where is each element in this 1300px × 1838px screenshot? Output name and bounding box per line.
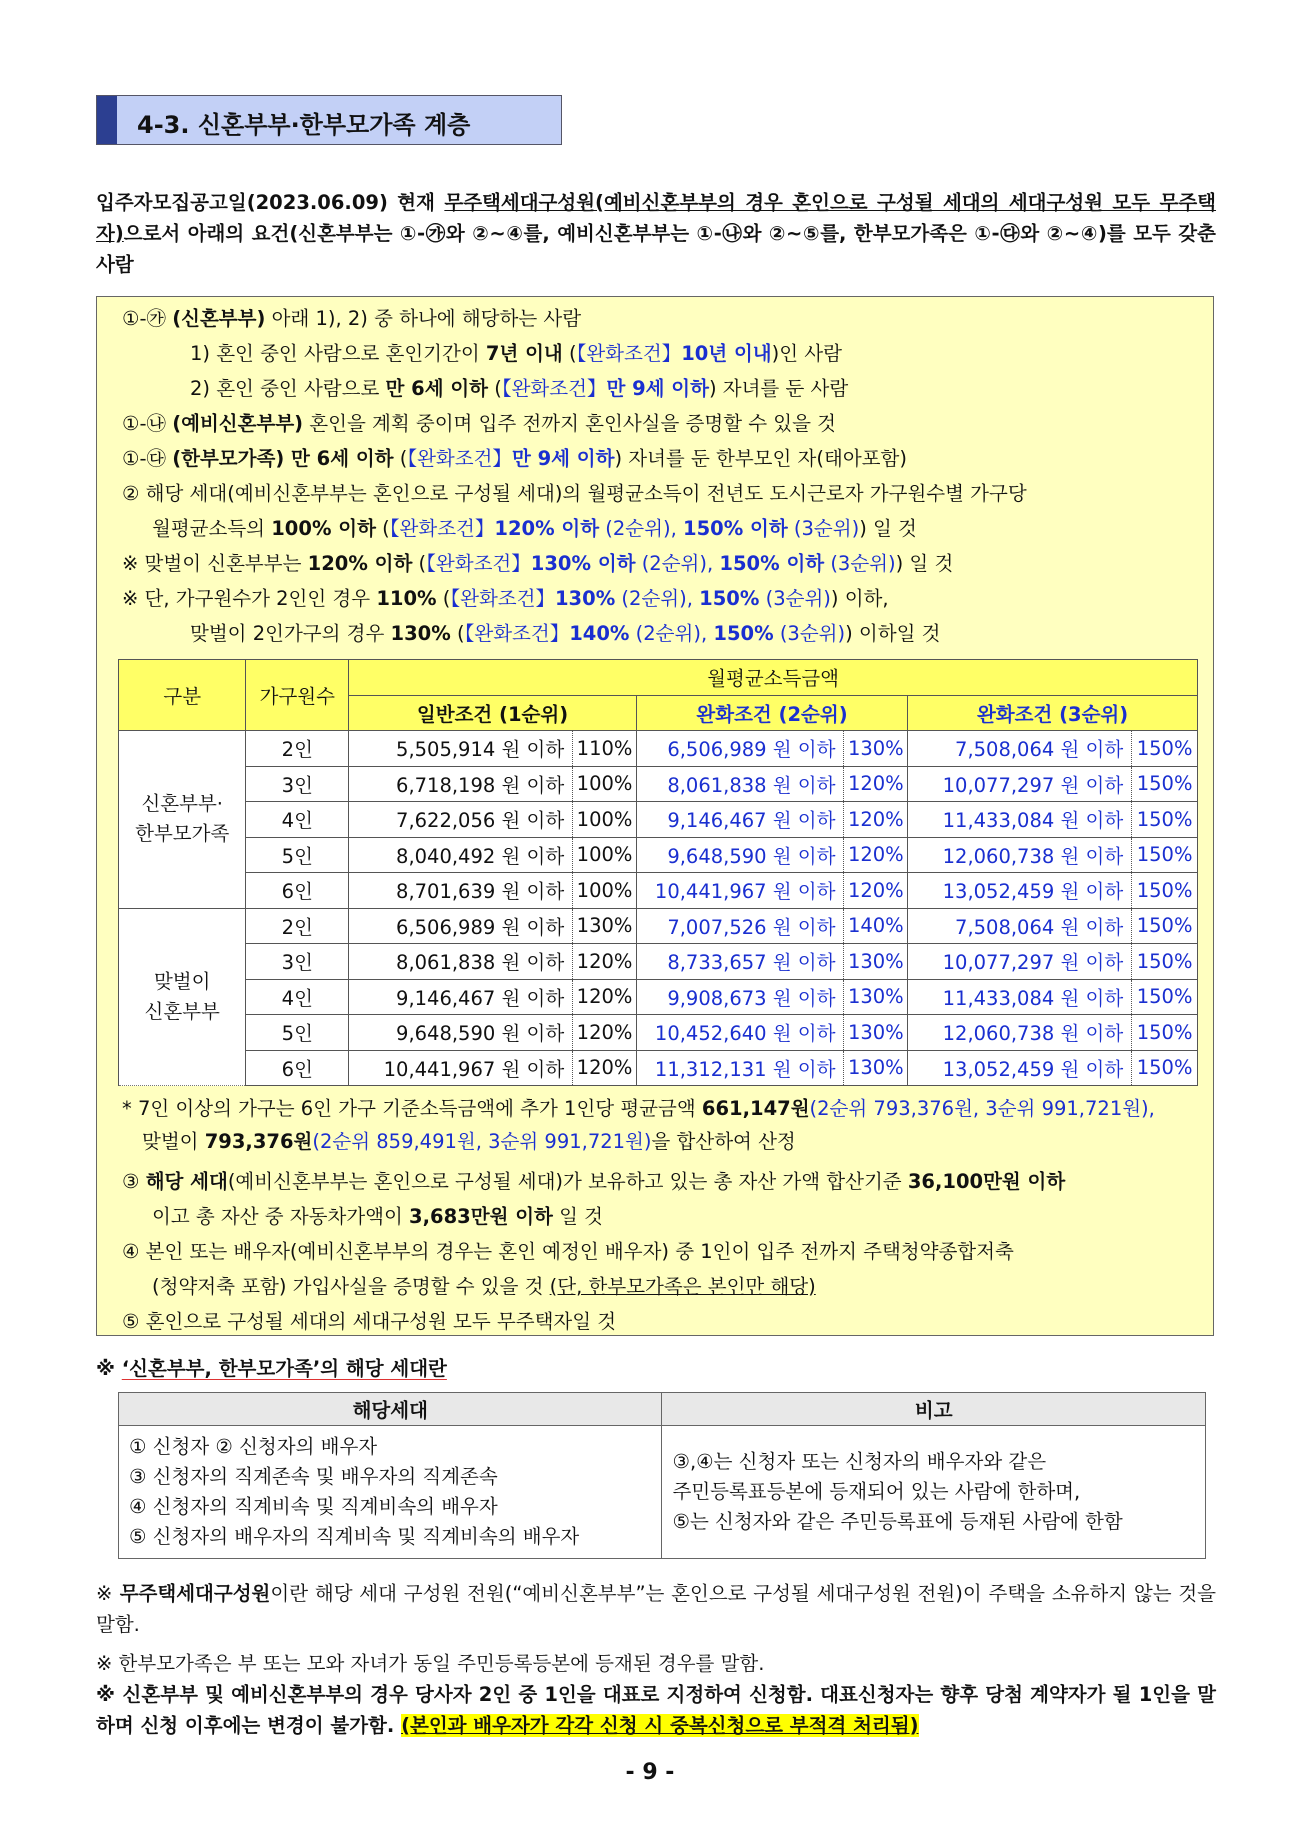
relax3-amount-cell: 7,508,064 원 이하 (908, 908, 1132, 944)
members-cell: 5인 (246, 837, 349, 873)
general-amount-cell: 8,061,838 원 이하 (349, 944, 573, 980)
income-table (118, 659, 1198, 1086)
relax3-percent-cell: 150% (1132, 837, 1198, 873)
intro-paragraph (96, 187, 1216, 280)
relax2-amount-cell: 9,146,467 원 이하 (636, 802, 844, 838)
general-amount-cell: 6,718,198 원 이하 (349, 766, 573, 802)
section-title: 4-3. 신혼부부·한부모가족 계층 (137, 111, 471, 139)
household-header-1: 해당세대 (119, 1393, 662, 1426)
general-percent-cell: 100% (573, 873, 637, 909)
req-assets-2: 이고 총 자산 중 자동차가액이 3,683만원 이하 일 것 (152, 1205, 603, 1228)
general-amount-cell: 10,441,967 원 이하 (349, 1050, 573, 1086)
relax2-amount-cell: 11,312,131 원 이하 (636, 1050, 844, 1086)
members-cell: 5인 (246, 1015, 349, 1051)
general-amount-cell: 6,506,989 원 이하 (349, 908, 573, 944)
relax3-percent-cell: 150% (1132, 766, 1198, 802)
relax2-percent-cell: 140% (844, 908, 908, 944)
household-table (118, 1392, 1206, 1559)
group-label: 신혼부부· 한부모가족 (119, 731, 246, 909)
req-assets-1: ③ 해당 세대(예비신혼부부는 혼인으로 구성될 세대)가 보유하고 있는 총 자산 가액 합산기준 36,100만원 이하 (122, 1170, 1066, 1193)
relax3-amount-cell: 11,433,084 원 이하 (908, 979, 1132, 1015)
relax3-percent-cell: 150% (1132, 802, 1198, 838)
req-single-parent: ①-㉰ (한부모가족) 만 6세 이하 (【완화조건】만 9세 이하) 자녀를 둔 한부모인 자(태아포함) (122, 447, 907, 470)
table-note-1: * 7인 이상의 가구는 6인 가구 기준소득금액에 추가 1인당 평균금액 661,147원(2순위 793,376원, 3순위 991,721원), (122, 1097, 1155, 1120)
table-row (119, 979, 1198, 1015)
members-cell: 6인 (246, 873, 349, 909)
relax3-amount-cell: 12,060,738 원 이하 (908, 1015, 1132, 1051)
relax3-amount-cell: 12,060,738 원 이하 (908, 837, 1132, 873)
relax3-percent-cell: 150% (1132, 908, 1198, 944)
req-newlywed-2: 2) 혼인 중인 사람으로 만 6세 이하 (【완화조건】만 9세 이하) 자녀를 둔 사람 (190, 377, 849, 400)
general-percent-cell: 120% (573, 1015, 637, 1051)
table-row (119, 908, 1198, 944)
section-heading (96, 95, 562, 145)
relax3-percent-cell: 150% (1132, 873, 1198, 909)
header-general: 일반조건 (1순위) (349, 695, 637, 731)
relax2-percent-cell: 120% (844, 766, 908, 802)
members-cell: 6인 (246, 1050, 349, 1086)
general-amount-cell: 9,648,590 원 이하 (349, 1015, 573, 1051)
header-income: 월평균소득금액 (349, 660, 1198, 696)
intro-text-2: 으로서 아래의 요건(신혼부부는 ①-㉮와 ②~④를, 예비신혼부부는 ①-㉯와 ②~⑤를, 한부모가족은 ①-㉰와 ②~④)를 모두 갖춘 사람 (96, 222, 1216, 276)
general-amount-cell: 7,622,056 원 이하 (349, 802, 573, 838)
relax2-amount-cell: 9,648,590 원 이하 (636, 837, 844, 873)
table-row (119, 802, 1198, 838)
header-group: 구분 (119, 660, 246, 731)
heading-accent-bar (97, 96, 117, 144)
general-amount-cell: 5,505,914 원 이하 (349, 731, 573, 767)
relax2-amount-cell: 10,441,967 원 이하 (636, 873, 844, 909)
household-title: ※ ‘신혼부부, 한부모가족’의 해당 세대란 (96, 1357, 447, 1380)
general-percent-cell: 100% (573, 837, 637, 873)
general-amount-cell: 8,040,492 원 이하 (349, 837, 573, 873)
members-cell: 4인 (246, 802, 349, 838)
relax2-percent-cell: 120% (844, 873, 908, 909)
table-row (119, 731, 1198, 767)
req-prospective: ①-㉯ (예비신혼부부) 혼인을 계획 중이며 입주 전까지 혼인사실을 증명할 수 있을 것 (122, 412, 836, 435)
group-label: 맞벌이 신혼부부 (119, 908, 246, 1086)
relax3-percent-cell: 150% (1132, 979, 1198, 1015)
general-percent-cell: 120% (573, 1050, 637, 1086)
relax2-amount-cell: 6,506,989 원 이하 (636, 731, 844, 767)
page-number: - 9 - (625, 1760, 675, 1785)
general-percent-cell: 110% (573, 731, 637, 767)
relax3-amount-cell: 10,077,297 원 이하 (908, 944, 1132, 980)
general-amount-cell: 8,701,639 원 이하 (349, 873, 573, 909)
relax2-percent-cell: 130% (844, 1050, 908, 1086)
general-percent-cell: 100% (573, 802, 637, 838)
relax2-percent-cell: 130% (844, 944, 908, 980)
header-relax-3: 완화조건 (3순위) (908, 695, 1198, 731)
members-cell: 2인 (246, 731, 349, 767)
relax3-percent-cell: 150% (1132, 1015, 1198, 1051)
req-newlywed-1: 1) 혼인 중인 사람으로 혼인기간이 7년 이내 (【완화조건】10년 이내)인 사람 (190, 342, 842, 365)
footnote-2: ※ 한부모가족은 부 또는 모와 자녀가 동일 주민등록등본에 등재된 경우를 말함. (96, 1652, 765, 1675)
req-dual-income: ※ 맞벌이 신혼부부는 120% 이하 (【완화조건】130% 이하 (2순위), 150% 이하 (3순위)) 일 것 (122, 552, 954, 575)
general-percent-cell: 120% (573, 944, 637, 980)
relax3-amount-cell: 11,433,084 원 이하 (908, 802, 1132, 838)
relax3-amount-cell: 7,508,064 원 이하 (908, 731, 1132, 767)
table-note-2: 맞벌이 793,376원(2순위 859,491원, 3순위 991,721원)을 합산하여 산정 (142, 1130, 796, 1153)
relax3-amount-cell: 13,052,459 원 이하 (908, 873, 1132, 909)
intro-text-underlined: 무주택세대구성원(예비신혼부부의 경우 혼인으로 구성될 세대의 세대구성원 모두 무주택자) (96, 191, 1217, 245)
relax2-percent-cell: 120% (844, 802, 908, 838)
header-relax-2: 완화조건 (2순위) (636, 695, 907, 731)
req-savings-1: ④ 본인 또는 배우자(예비신혼부부의 경우는 혼인 예정인 배우자) 중 1인이 입주 전까지 주택청약종합저축 (122, 1240, 1014, 1263)
relax2-percent-cell: 130% (844, 731, 908, 767)
footnote-3: ※ 신혼부부 및 예비신혼부부의 경우 당사자 2인 중 1인을 대표로 지정하여 신청함. 대표신청자는 향후 당첨 계약자가 될 1인을 말하며 신청 이후에는 변경이 불가함. (본인과 배우자가 각각 신청 시 중복신청으로 부적격 처리됨) (96, 1683, 1216, 1737)
relax3-percent-cell: 150% (1132, 1050, 1198, 1086)
header-members: 가구원수 (246, 660, 349, 731)
members-cell: 3인 (246, 766, 349, 802)
table-row (119, 766, 1198, 802)
relax3-percent-cell: 150% (1132, 731, 1198, 767)
table-row (119, 873, 1198, 909)
relax2-percent-cell: 120% (844, 837, 908, 873)
general-percent-cell: 100% (573, 766, 637, 802)
table-row (119, 1015, 1198, 1051)
general-percent-cell: 130% (573, 908, 637, 944)
relax3-amount-cell: 10,077,297 원 이하 (908, 766, 1132, 802)
members-cell: 3인 (246, 944, 349, 980)
req-two-person: ※ 단, 가구원수가 2인인 경우 110% (【완화조건】130% (2순위), 150% (3순위)) 이하, (122, 587, 889, 610)
members-cell: 4인 (246, 979, 349, 1015)
relax2-amount-cell: 7,007,526 원 이하 (636, 908, 844, 944)
req-income-1: ② 해당 세대(예비신혼부부는 혼인으로 구성될 세대)의 월평균소득이 전년도 도시근로자 가구원수별 가구당 (122, 482, 1027, 505)
household-remarks-cell: ③,④는 신청자 또는 신청자의 배우자와 같은 주민등록표등본에 등재되어 있는 사람에 한하며, ⑤는 신청자와 같은 주민등록표에 등재된 사람에 한함 (662, 1426, 1206, 1559)
relax2-amount-cell: 8,733,657 원 이하 (636, 944, 844, 980)
req-savings-2: (청약저축 포함) 가입사실을 증명할 수 있을 것 (단, 한부모가족은 본인만 해당) (152, 1275, 816, 1298)
household-members-cell: ① 신청자 ② 신청자의 배우자 ③ 신청자의 직계존속 및 배우자의 직계존속 ④ 신청자의 직계비속 및 직계비속의 배우자 ⑤ 신청자의 배우자의 직계비속 및 직계비속의 배우자 (119, 1426, 662, 1559)
relax2-percent-cell: 130% (844, 1015, 908, 1051)
req-income-2: 월평균소득의 100% 이하 (【완화조건】120% 이하 (2순위), 150% 이하 (3순위)) 일 것 (152, 517, 917, 540)
intro-text-1: 입주자모집공고일(2023.06.09) 현재 (96, 191, 445, 214)
req-two-person-dual: 맞벌이 2인가구의 경우 130% (【완화조건】140% (2순위), 150% (3순위)) 이하일 것 (190, 622, 941, 645)
general-amount-cell: 9,146,467 원 이하 (349, 979, 573, 1015)
general-percent-cell: 120% (573, 979, 637, 1015)
relax2-amount-cell: 9,908,673 원 이하 (636, 979, 844, 1015)
req-no-house: ⑤ 혼인으로 구성될 세대의 세대구성원 모두 무주택자일 것 (122, 1310, 617, 1333)
relax2-percent-cell: 130% (844, 979, 908, 1015)
table-row (119, 944, 1198, 980)
household-header-2: 비고 (662, 1393, 1206, 1426)
relax2-amount-cell: 10,452,640 원 이하 (636, 1015, 844, 1051)
relax3-percent-cell: 150% (1132, 944, 1198, 980)
table-row (119, 1050, 1198, 1086)
relax3-amount-cell: 13,052,459 원 이하 (908, 1050, 1132, 1086)
relax2-amount-cell: 8,061,838 원 이하 (636, 766, 844, 802)
footnote-1: ※ 무주택세대구성원이란 해당 세대 구성원 전원(“예비신혼부부”는 혼인으로 구성될 세대구성원 전원)이 주택을 소유하지 않는 것을 말함. (96, 1582, 1216, 1636)
req-newlywed: ①-㉮ (신혼부부) 아래 1), 2) 중 하나에 해당하는 사람 (122, 307, 582, 330)
table-row (119, 837, 1198, 873)
members-cell: 2인 (246, 908, 349, 944)
